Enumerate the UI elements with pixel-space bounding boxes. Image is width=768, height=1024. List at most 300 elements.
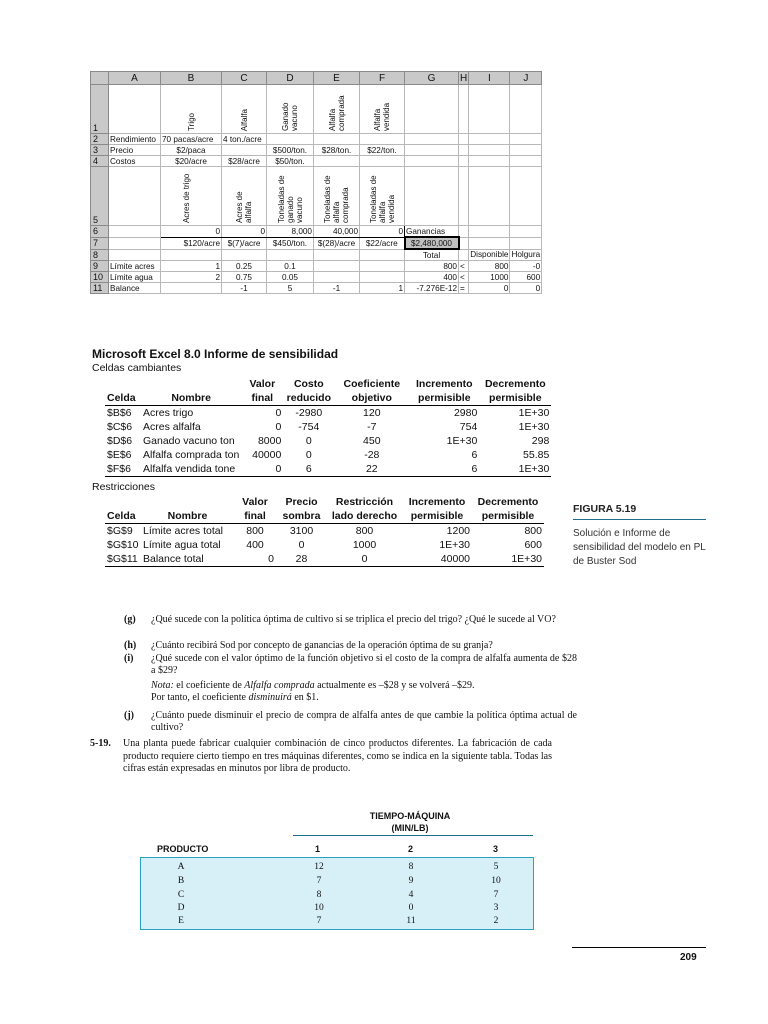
row-number[interactable]: 9 bbox=[91, 261, 109, 272]
cell-text: Trigo bbox=[186, 113, 196, 131]
header-row bbox=[105, 509, 544, 524]
cell[interactable] bbox=[267, 249, 314, 261]
cell[interactable] bbox=[459, 237, 469, 249]
cell[interactable]: $28/acre bbox=[222, 156, 267, 167]
cell[interactable]: 0 bbox=[222, 226, 267, 238]
cell-text: Acres de alfalfa bbox=[235, 191, 253, 223]
cell[interactable] bbox=[314, 134, 360, 145]
table-cell: 10 bbox=[491, 876, 501, 886]
sheet-row-9 bbox=[91, 261, 542, 272]
cell: 754 bbox=[459, 420, 478, 433]
cell[interactable] bbox=[459, 167, 469, 226]
cell[interactable]: 0 bbox=[510, 283, 542, 294]
cell[interactable] bbox=[469, 226, 510, 238]
cell[interactable] bbox=[109, 85, 161, 134]
cell: 6 bbox=[409, 462, 479, 477]
cell: 800 bbox=[246, 524, 264, 537]
cell: 1E+30 bbox=[479, 462, 551, 477]
cell: 0 bbox=[241, 462, 283, 477]
header-rule bbox=[293, 835, 533, 836]
cell[interactable]: 70 pacas/acre bbox=[161, 134, 222, 145]
cell[interactable]: Límite agua bbox=[109, 272, 161, 283]
col-machine-3: 3 bbox=[493, 844, 499, 854]
cell[interactable]: Total bbox=[405, 249, 459, 261]
cell[interactable]: Balance bbox=[109, 283, 161, 294]
cell[interactable] bbox=[161, 85, 222, 134]
cell-text: Toneladas de ganado vacuno bbox=[276, 175, 304, 223]
col-header[interactable]: I bbox=[469, 72, 510, 85]
cell[interactable] bbox=[314, 249, 360, 261]
cell[interactable] bbox=[222, 145, 267, 156]
question-text: ¿Qué sucede con la política óptima de cultivo si se triplica el precio del trigo? ¿Qué le sucede al VO? bbox=[151, 614, 556, 625]
cell[interactable]: 400 bbox=[405, 272, 459, 283]
caption-divider bbox=[573, 519, 706, 520]
cell[interactable] bbox=[360, 249, 405, 261]
cell: $G$9 bbox=[107, 524, 133, 537]
note-text: en $1. bbox=[291, 692, 319, 704]
table-cell: 7 bbox=[316, 876, 322, 886]
sheet-row-11 bbox=[91, 283, 542, 294]
cell[interactable]: -0 bbox=[510, 261, 542, 272]
row-number[interactable]: 8 bbox=[91, 249, 109, 261]
header-row bbox=[105, 391, 551, 406]
cell[interactable] bbox=[161, 249, 222, 261]
cell-text: Toneladas de alfalfa comprada bbox=[323, 175, 350, 223]
cell[interactable]: Holgura bbox=[511, 250, 541, 260]
sheet-row-8 bbox=[91, 249, 542, 261]
col-restr-2: lado derecho bbox=[327, 509, 402, 524]
cell: 1E+30 bbox=[518, 406, 550, 419]
cell[interactable]: -1 bbox=[314, 283, 360, 294]
cell[interactable]: 8,000 bbox=[267, 226, 314, 238]
cell: 0 bbox=[234, 552, 276, 567]
cell: 0 bbox=[305, 434, 312, 447]
cell[interactable]: 0 bbox=[360, 226, 405, 238]
figure-label: FIGURA 5.19 bbox=[573, 503, 637, 515]
cell[interactable] bbox=[469, 145, 510, 156]
cell: $G$11 bbox=[105, 552, 141, 567]
machine-time-table bbox=[140, 857, 534, 930]
cell[interactable] bbox=[469, 134, 510, 145]
problem-text: Una planta puede fabricar cualquier combinación de cinco productos diferentes. La fabricación de cada producto requiere cierto tiempo en tres máquinas diferentes, como se indica en la siguiente tabla. Todas las cifras están expresadas en minutos por libra de producto. bbox=[123, 738, 552, 775]
cell[interactable] bbox=[222, 85, 267, 134]
cell: 6 bbox=[471, 448, 478, 461]
cell: $D$6 bbox=[107, 434, 133, 447]
note-italic: Alfalfa comprada bbox=[244, 680, 315, 691]
question-label: (j) bbox=[124, 710, 134, 721]
cell[interactable]: -1 bbox=[222, 283, 267, 294]
cell[interactable]: $450/ton. bbox=[267, 237, 314, 249]
cell[interactable] bbox=[314, 272, 360, 283]
problem-number: 5-19. bbox=[90, 738, 111, 749]
cell: 0 bbox=[275, 406, 282, 419]
cell: 0 bbox=[275, 420, 282, 433]
col-header[interactable]: E bbox=[314, 72, 360, 85]
cell[interactable]: 4 ton./acre bbox=[222, 134, 267, 145]
col-costo-2: reducido bbox=[283, 391, 334, 406]
cell[interactable]: $(28)/acre bbox=[314, 237, 360, 249]
cell[interactable] bbox=[161, 167, 222, 226]
objective-cell[interactable]: $2,480,000 bbox=[405, 237, 459, 249]
table-cell: 9 bbox=[408, 876, 414, 886]
col-inc: Incremento bbox=[416, 377, 473, 390]
page-number: 209 bbox=[680, 952, 697, 963]
question-label: (h) bbox=[124, 640, 137, 651]
col-valor: Valor bbox=[249, 377, 276, 390]
col-inc: Incremento bbox=[408, 495, 466, 508]
cell: 600 bbox=[524, 538, 542, 551]
col-coef: Coeficiente bbox=[343, 377, 401, 390]
cell: Alfalfa comprada ton bbox=[143, 448, 240, 461]
cell: 1200 bbox=[446, 524, 470, 537]
cell-text: Alfalfa comprada bbox=[327, 95, 346, 131]
cell: Acres trigo bbox=[143, 406, 194, 419]
cell[interactable]: Disponible bbox=[470, 250, 509, 260]
cell[interactable] bbox=[510, 167, 542, 226]
column-header-row bbox=[91, 72, 542, 85]
col-valor-2: final bbox=[241, 391, 283, 406]
cell[interactable]: 800 bbox=[405, 261, 459, 272]
cell[interactable] bbox=[314, 156, 360, 167]
table-row bbox=[105, 524, 544, 539]
question-label: (i) bbox=[124, 653, 134, 664]
cell: 0 bbox=[305, 448, 312, 461]
cell: Ganado vacuno ton bbox=[143, 434, 235, 447]
table-cell: 0 bbox=[408, 903, 414, 913]
cell: 28 bbox=[276, 552, 327, 567]
sheet-row-5 bbox=[91, 167, 542, 226]
table-cell: 5 bbox=[493, 862, 499, 872]
cell[interactable] bbox=[459, 249, 469, 261]
cell[interactable]: < bbox=[459, 261, 469, 272]
note-text: actualmente es –$28 y se volverá –$29. bbox=[314, 680, 475, 691]
cell: 1E+30 bbox=[439, 538, 470, 551]
blank bbox=[105, 377, 141, 391]
header-row bbox=[105, 495, 544, 509]
col-nombre: Nombre bbox=[141, 391, 241, 406]
cell[interactable] bbox=[469, 167, 510, 226]
col-inc-2: permisible bbox=[402, 509, 472, 524]
row-number[interactable]: 2 bbox=[91, 134, 109, 145]
col-valor-2: final bbox=[234, 509, 276, 524]
cell: 22 bbox=[334, 462, 409, 477]
row-number[interactable]: 3 bbox=[91, 145, 109, 156]
blank bbox=[141, 495, 234, 509]
cell[interactable] bbox=[109, 226, 161, 238]
changing-cells-label: Celdas cambiantes bbox=[92, 362, 182, 374]
cell[interactable]: $28/ton. bbox=[314, 145, 360, 156]
col-coef-2: objetivo bbox=[334, 391, 409, 406]
header-row bbox=[105, 377, 551, 391]
table-cell: 8 bbox=[408, 862, 414, 872]
cell[interactable] bbox=[510, 226, 542, 238]
cell[interactable]: 0.25 bbox=[222, 261, 267, 272]
cell: $F$6 bbox=[105, 462, 141, 477]
cell[interactable] bbox=[360, 167, 405, 226]
cell[interactable] bbox=[405, 167, 459, 226]
machine-time-title bbox=[330, 810, 490, 834]
col-header[interactable]: F bbox=[360, 72, 405, 85]
product-label: E bbox=[178, 916, 184, 926]
cell: 1E+30 bbox=[446, 434, 478, 447]
sheet-row-3 bbox=[91, 145, 542, 156]
constraints-table bbox=[105, 495, 544, 567]
cell[interactable]: $20/acre bbox=[161, 156, 222, 167]
cell[interactable]: $22/acre bbox=[360, 237, 405, 249]
row-number[interactable]: 7 bbox=[91, 237, 109, 249]
col-header[interactable]: G bbox=[405, 72, 459, 85]
table-row bbox=[105, 538, 544, 552]
col-dec-2: permisible bbox=[472, 509, 544, 524]
cell: Acres alfalfa bbox=[143, 420, 201, 433]
cell-text: Alfalfa bbox=[239, 108, 249, 131]
cell[interactable] bbox=[469, 237, 510, 249]
cell-text: Acres de trigo bbox=[182, 173, 191, 223]
cell: Balance total bbox=[141, 552, 234, 567]
cell[interactable]: $(7)/acre bbox=[222, 237, 267, 249]
cell[interactable] bbox=[510, 237, 542, 249]
table-cell: 7 bbox=[316, 916, 322, 926]
note-text: Por tanto, el coeficiente bbox=[151, 692, 249, 704]
cell[interactable] bbox=[405, 156, 459, 167]
cell[interactable] bbox=[469, 85, 510, 134]
col-costo: Costo bbox=[293, 377, 324, 390]
col-header[interactable]: C bbox=[222, 72, 267, 85]
cell: 40000 bbox=[252, 448, 282, 461]
cell: 8000 bbox=[257, 434, 282, 447]
table-cell: 4 bbox=[408, 890, 414, 900]
cell: 0 bbox=[298, 538, 305, 551]
sheet-row-1 bbox=[91, 85, 542, 134]
cell: -2980 bbox=[295, 406, 323, 419]
note-label: Nota: bbox=[151, 680, 174, 691]
table-cell: 8 bbox=[316, 890, 322, 900]
cell: 1E+30 bbox=[472, 552, 544, 567]
cell[interactable]: Ganancias bbox=[405, 226, 459, 238]
col-producto: PRODUCTO bbox=[157, 844, 209, 854]
cell[interactable]: -7.276E-12 bbox=[405, 283, 459, 294]
cell[interactable] bbox=[267, 85, 314, 134]
cell[interactable]: Rendimiento bbox=[109, 134, 161, 145]
cell[interactable] bbox=[405, 85, 459, 134]
cell[interactable]: $50/ton. bbox=[267, 156, 314, 167]
sheet-row-2 bbox=[91, 134, 542, 145]
cell[interactable]: $120/acre bbox=[161, 237, 222, 249]
cell[interactable] bbox=[405, 134, 459, 145]
product-label: D bbox=[177, 903, 185, 913]
col-machine-2: 2 bbox=[408, 844, 414, 854]
cell[interactable]: 0 bbox=[469, 283, 510, 294]
table-row bbox=[105, 462, 551, 477]
question-text: ¿Cuánto recibirá Sod por concepto de ganancias de la operación óptima de su granja? bbox=[151, 640, 493, 651]
table-row bbox=[105, 434, 551, 448]
row-number[interactable]: 5 bbox=[91, 167, 109, 226]
cell[interactable] bbox=[314, 261, 360, 272]
col-header[interactable]: J bbox=[510, 72, 542, 85]
blank bbox=[141, 377, 241, 391]
cell: 298 bbox=[531, 434, 550, 447]
col-dec: Decremento bbox=[484, 377, 546, 390]
cell[interactable]: < bbox=[459, 272, 469, 283]
cell[interactable] bbox=[459, 134, 469, 145]
cell: Alfalfa vendida tone bbox=[141, 462, 241, 477]
cell[interactable] bbox=[109, 167, 161, 226]
cell[interactable]: 0.05 bbox=[267, 272, 314, 283]
cell[interactable] bbox=[360, 156, 405, 167]
cell[interactable] bbox=[469, 156, 510, 167]
col-header[interactable]: A bbox=[109, 72, 161, 85]
cell[interactable] bbox=[510, 145, 542, 156]
sheet-row-10 bbox=[91, 272, 542, 283]
table-row bbox=[105, 406, 551, 421]
cell[interactable] bbox=[314, 85, 360, 134]
table-cell: 2 bbox=[493, 916, 499, 926]
cell[interactable]: Límite acres bbox=[109, 261, 161, 272]
col-header[interactable]: D bbox=[267, 72, 314, 85]
cell: 3100 bbox=[289, 524, 314, 537]
cell[interactable]: 1000 bbox=[469, 272, 510, 283]
cell[interactable] bbox=[459, 145, 469, 156]
table-cell: 3 bbox=[493, 903, 499, 913]
cell: -28 bbox=[364, 448, 380, 461]
cell[interactable]: 0.1 bbox=[267, 261, 314, 272]
cell: 1000 bbox=[352, 538, 377, 551]
cell[interactable] bbox=[360, 261, 405, 272]
spreadsheet bbox=[90, 71, 542, 294]
constraints-label: Restricciones bbox=[92, 481, 156, 493]
question-label: (g) bbox=[124, 614, 136, 625]
title-line: TIEMPO-MÁQUINA bbox=[369, 811, 451, 821]
cell[interactable]: Precio bbox=[109, 145, 161, 156]
cell[interactable] bbox=[267, 134, 314, 145]
cell: 450 bbox=[363, 434, 381, 447]
cell: Límite agua total bbox=[143, 538, 221, 551]
cell[interactable] bbox=[109, 237, 161, 249]
sheet-row-4 bbox=[91, 156, 542, 167]
col-precio: Precio bbox=[285, 495, 318, 508]
cell[interactable] bbox=[267, 167, 314, 226]
cell[interactable] bbox=[360, 85, 405, 134]
title-line: (MIN/LB) bbox=[391, 823, 429, 833]
blank bbox=[105, 495, 141, 509]
table-cell: 7 bbox=[493, 890, 499, 900]
cell[interactable] bbox=[161, 283, 222, 294]
cell[interactable] bbox=[222, 249, 267, 261]
cell: 800 bbox=[355, 524, 374, 537]
corner-cell[interactable] bbox=[91, 72, 109, 85]
cell: Límite acres total bbox=[143, 524, 223, 537]
cell-text: Alfalfa vendida bbox=[373, 102, 391, 131]
col-nombre: Nombre bbox=[141, 509, 234, 524]
cell[interactable] bbox=[510, 85, 542, 134]
cell: $B$6 bbox=[107, 406, 132, 419]
row-number[interactable]: 10 bbox=[91, 272, 109, 283]
cell[interactable]: 1 bbox=[360, 283, 405, 294]
col-inc-2: permisible bbox=[409, 391, 479, 406]
question-text: ¿Qué sucede con el valor óptimo de la función objetivo si el costo de la compra de alfalfa aumenta de $28 a $29? bbox=[151, 653, 577, 677]
changing-cells-table bbox=[105, 377, 551, 477]
cell: $C$6 bbox=[107, 420, 133, 433]
table-cell: 12 bbox=[314, 862, 324, 872]
cell: 2980 bbox=[453, 406, 478, 419]
cell[interactable]: Costos bbox=[109, 156, 161, 167]
cell[interactable]: 800 bbox=[469, 261, 510, 272]
cell[interactable] bbox=[459, 156, 469, 167]
col-dec: Decremento bbox=[477, 495, 539, 508]
cell: 55.85 bbox=[523, 448, 550, 461]
cell: 800 bbox=[524, 524, 542, 537]
footer-rule bbox=[572, 947, 706, 948]
product-label: B bbox=[177, 876, 185, 886]
question-i-note bbox=[151, 680, 577, 705]
cell[interactable]: $2/paca bbox=[161, 145, 222, 156]
cell[interactable] bbox=[459, 85, 469, 134]
cell: $G$10 bbox=[107, 538, 139, 551]
row-number[interactable]: 11 bbox=[91, 283, 109, 294]
col-celda: Celda bbox=[105, 509, 141, 524]
cell: -754 bbox=[298, 420, 320, 433]
cell[interactable] bbox=[510, 156, 542, 167]
col-machine-1: 1 bbox=[315, 844, 321, 854]
table-row bbox=[105, 448, 551, 462]
figure-caption: Solución e Informe de sensibilidad del modelo en PL de Buster Sod bbox=[573, 528, 706, 567]
cell[interactable]: 1 bbox=[161, 261, 222, 272]
cell[interactable] bbox=[314, 167, 360, 226]
sheet-row-6 bbox=[91, 226, 542, 238]
table-row bbox=[105, 552, 544, 567]
cell: 400 bbox=[246, 538, 264, 551]
col-header[interactable]: H bbox=[460, 72, 468, 84]
cell[interactable]: = bbox=[459, 283, 469, 294]
cell: 0 bbox=[327, 552, 402, 567]
col-header[interactable]: B bbox=[161, 72, 222, 85]
cell[interactable] bbox=[510, 134, 542, 145]
cell[interactable]: 600 bbox=[510, 272, 542, 283]
cell: 120 bbox=[363, 406, 381, 419]
cell[interactable]: 40,000 bbox=[314, 226, 360, 238]
col-celda: Celda bbox=[105, 391, 141, 406]
cell[interactable] bbox=[360, 134, 405, 145]
cell: 40000 bbox=[402, 552, 472, 567]
cell[interactable] bbox=[459, 226, 469, 238]
row-number[interactable]: 4 bbox=[91, 156, 109, 167]
cell[interactable] bbox=[360, 272, 405, 283]
product-label: A bbox=[177, 862, 185, 872]
cell[interactable] bbox=[405, 145, 459, 156]
cell[interactable]: $22/ton. bbox=[360, 145, 405, 156]
col-precio-2: sombra bbox=[276, 509, 327, 524]
report-title: Microsoft Excel 8.0 Informe de sensibilidad bbox=[92, 347, 339, 361]
note-italic: disminuirá bbox=[248, 692, 292, 704]
row-number[interactable]: 6 bbox=[91, 226, 109, 238]
table-cell: 11 bbox=[406, 916, 416, 926]
cell-text: Toneladas de alfalfa vendida bbox=[368, 175, 396, 223]
cell[interactable]: 0 bbox=[161, 226, 222, 238]
question-text: ¿Cuánto puede disminuir el precio de compra de alfalfa antes de que cambie la política óptima actual de cultivo? bbox=[151, 710, 577, 734]
cell[interactable] bbox=[109, 249, 161, 261]
sheet-row-7 bbox=[91, 237, 542, 249]
cell[interactable] bbox=[222, 167, 267, 226]
cell: 1E+30 bbox=[518, 420, 550, 433]
cell[interactable]: 0.75 bbox=[222, 272, 267, 283]
col-restr: Restricción bbox=[335, 495, 394, 508]
cell: $E$6 bbox=[107, 448, 132, 461]
cell[interactable]: 5 bbox=[267, 283, 314, 294]
cell[interactable]: 2 bbox=[161, 272, 222, 283]
note-text: el coeficiente de bbox=[173, 680, 245, 691]
cell[interactable]: $500/ton. bbox=[267, 145, 314, 156]
row-number[interactable]: 1 bbox=[91, 85, 109, 134]
